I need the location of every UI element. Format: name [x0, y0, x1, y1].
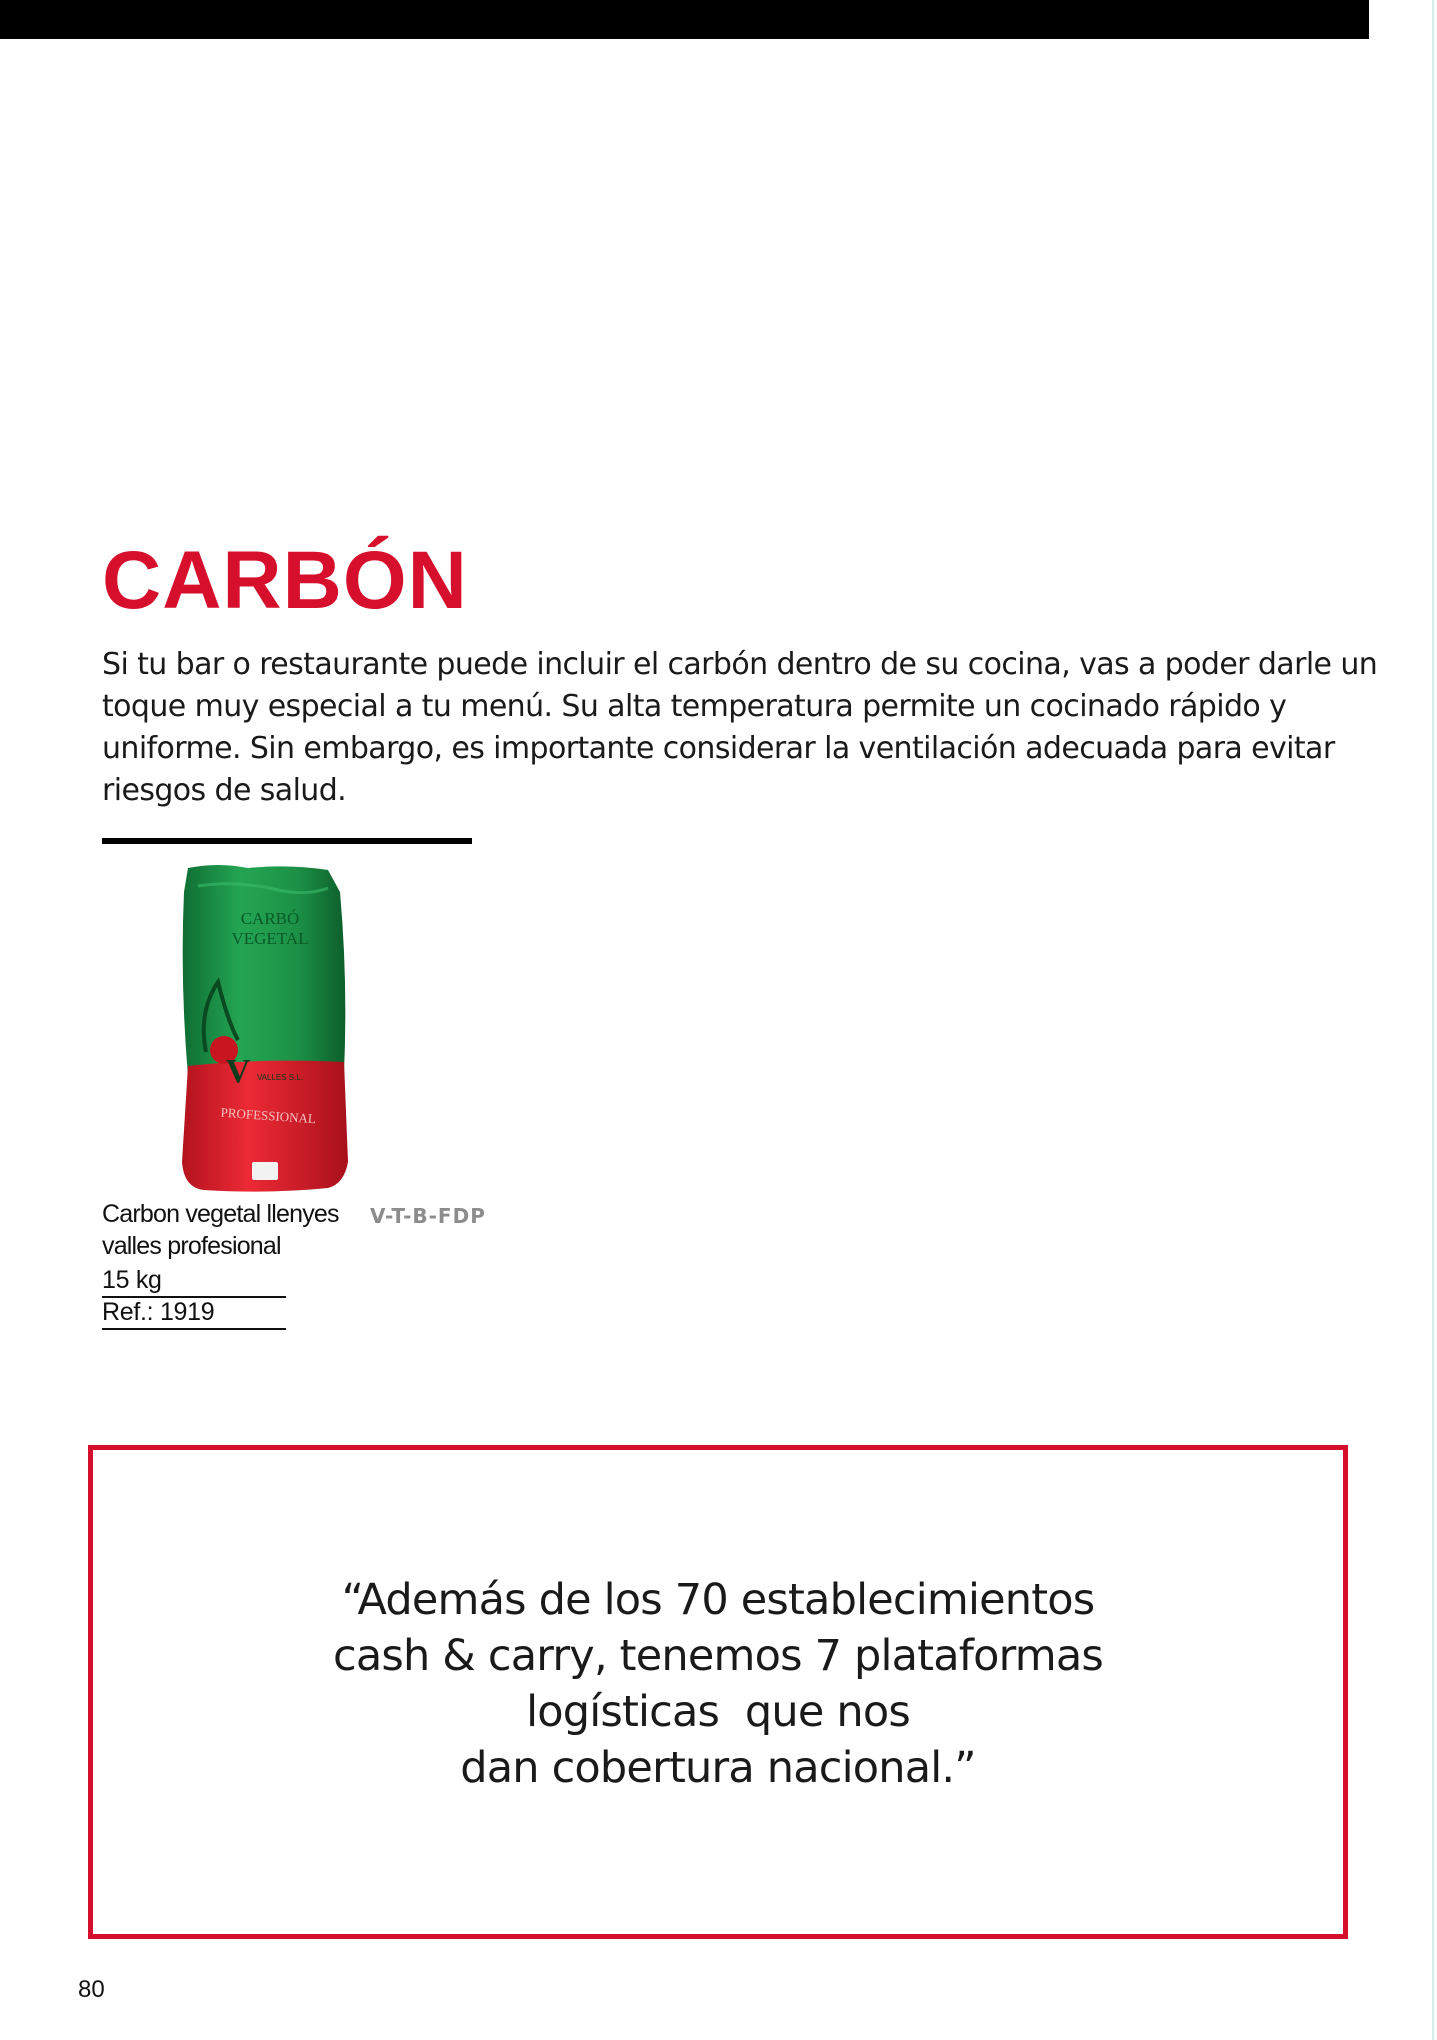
product-divider [102, 838, 472, 844]
product-name: Carbon vegetal llenyes valles profesional [102, 1200, 339, 1260]
page-edge-line [1432, 0, 1434, 2040]
quote-box [88, 1445, 1348, 1939]
bag-brand-letter: V [225, 1053, 251, 1090]
product-weight: 15 kg [102, 1264, 286, 1298]
quote-line: “Además de los 70 establecimientos [341, 1575, 1095, 1625]
section-intro: Si tu bar o restaurante puede incluir el carbón dentro de su cocina, vas a poder darle un toque muy especial a tu menú. Su alta temperatura permite un cocinado rápido y uniforme. Sin embargo, es importante considerar la ventilación adecuada para evitar riesgos de salud. [102, 647, 1378, 808]
product-code: V-T-B-FDP [370, 1204, 486, 1228]
bag-band-text: PROFESSIONAL [220, 1104, 317, 1127]
bag-brand-sub: VALLES S.L. [256, 1073, 304, 1082]
top-black-bar [0, 0, 1369, 39]
page-number: 80 [78, 1976, 105, 2003]
quote-line: dan cobertura nacional.” [460, 1743, 976, 1793]
charcoal-bag-icon [178, 862, 356, 1194]
quote-line: cash & carry, tenemos 7 plataformas [332, 1631, 1104, 1681]
section-title: CARBÓN [102, 535, 468, 626]
bag-seal-icon [252, 1162, 278, 1180]
product-image[interactable] [178, 862, 356, 1194]
quote-text [93, 1572, 1343, 1796]
quote-line: logísticas que nos [526, 1687, 910, 1737]
bag-text-line2: VEGETAL [231, 929, 309, 948]
product-ref: Ref.: 1919 [102, 1296, 286, 1330]
bag-text-line1: CARBÓ [240, 909, 300, 928]
